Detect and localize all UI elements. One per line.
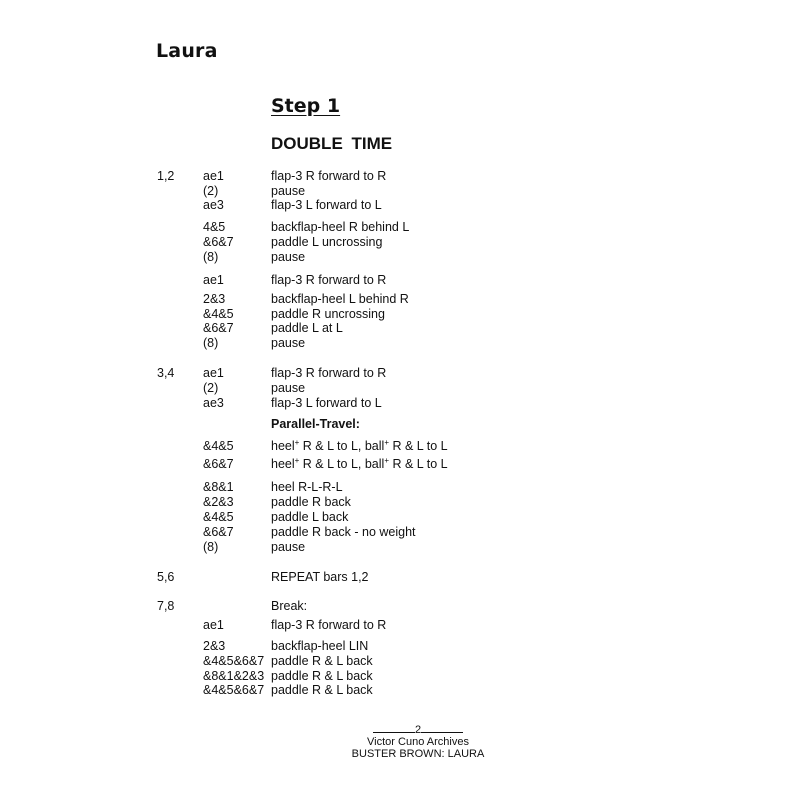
footer-page-line	[300, 724, 536, 736]
action: REPEAT bars 1,2	[271, 570, 369, 584]
action-part: heel	[271, 439, 295, 453]
action-part: R & L to L	[388, 439, 448, 453]
action	[271, 457, 448, 472]
page-rule-right	[421, 724, 463, 733]
action: pause	[271, 540, 306, 554]
action: paddle R back	[271, 495, 351, 509]
action-part: R & L to L	[388, 457, 448, 471]
count: &2&3	[203, 495, 234, 509]
action: paddle R & L back	[271, 669, 373, 683]
action	[271, 439, 448, 454]
page-number: 2	[414, 724, 422, 736]
break-label	[271, 599, 307, 614]
action: pause	[271, 336, 306, 350]
count: ae1	[203, 273, 224, 287]
action: paddle L at L	[271, 321, 343, 335]
action: paddle R & L back	[271, 683, 373, 697]
count: &6&7	[203, 321, 234, 335]
action-part: R & L to L, ball	[299, 457, 385, 471]
action: flap-3 L forward to L	[271, 396, 382, 410]
count: ae3	[203, 396, 224, 410]
action: flap-3 R forward to R	[271, 273, 387, 287]
action-part: R & L to L, ball	[299, 439, 385, 453]
count: 2&3	[203, 292, 226, 306]
count: ae1	[203, 169, 224, 183]
count: 4&5	[203, 220, 226, 234]
action: paddle R back - no weight	[271, 525, 416, 539]
action: heel R-L-R-L	[271, 480, 343, 494]
document-title: Laura	[156, 40, 218, 62]
count: &6&7	[203, 457, 234, 471]
action-part: heel	[271, 457, 295, 471]
count: ae1	[203, 618, 224, 632]
count: &4&5	[203, 307, 234, 321]
count: ae3	[203, 198, 224, 212]
action: paddle L uncrossing	[271, 235, 383, 249]
count: &4&5&6&7	[203, 683, 265, 697]
action: backflap-heel LIN	[271, 639, 369, 653]
count: &6&7	[203, 235, 234, 249]
action: flap-3 R forward to R	[271, 618, 387, 632]
count: (2)	[203, 381, 219, 395]
parallel-travel-heading: Parallel-Travel:	[271, 417, 360, 431]
page-rule-left	[373, 724, 415, 733]
action: paddle R uncrossing	[271, 307, 385, 321]
bar-number: 5,6	[157, 570, 175, 584]
count: &4&5&6&7	[203, 654, 265, 668]
plus-mark: +	[294, 437, 300, 447]
action: pause	[271, 250, 306, 264]
plus-mark: +	[384, 437, 389, 447]
break-colon: :	[303, 599, 308, 613]
footer-archive: Victor Cuno Archives	[367, 736, 469, 748]
action: paddle R & L back	[271, 654, 373, 668]
step-heading: Step 1	[271, 95, 341, 117]
action: backflap-heel L behind R	[271, 292, 409, 306]
action: backflap-heel R behind L	[271, 220, 410, 234]
count: (8)	[203, 540, 219, 554]
action: flap-3 L forward to L	[271, 198, 382, 212]
bar-number: 7,8	[157, 599, 175, 613]
action: pause	[271, 184, 306, 198]
count: 2&3	[203, 639, 226, 653]
bar-number: 1,2	[157, 169, 175, 183]
bar-number: 3,4	[157, 366, 175, 380]
plus-mark: +	[294, 455, 300, 465]
count: &4&5	[203, 439, 234, 453]
plus-mark: +	[384, 455, 389, 465]
count: (8)	[203, 250, 219, 264]
action: paddle L back	[271, 510, 349, 524]
count: &4&5	[203, 510, 234, 524]
count: &6&7	[203, 525, 234, 539]
count: &8&1&2&3	[203, 669, 265, 683]
count: (2)	[203, 184, 219, 198]
action: flap-3 R forward to R	[271, 169, 387, 183]
tempo-heading: DOUBLE TIME	[271, 134, 393, 153]
break-word: Break	[271, 599, 304, 613]
count: &8&1	[203, 480, 234, 494]
count: ae1	[203, 366, 224, 380]
count: (8)	[203, 336, 219, 350]
footer	[300, 724, 536, 760]
action: flap-3 R forward to R	[271, 366, 387, 380]
action: pause	[271, 381, 306, 395]
footer-source: BUSTER BROWN: LAURA	[351, 748, 485, 760]
